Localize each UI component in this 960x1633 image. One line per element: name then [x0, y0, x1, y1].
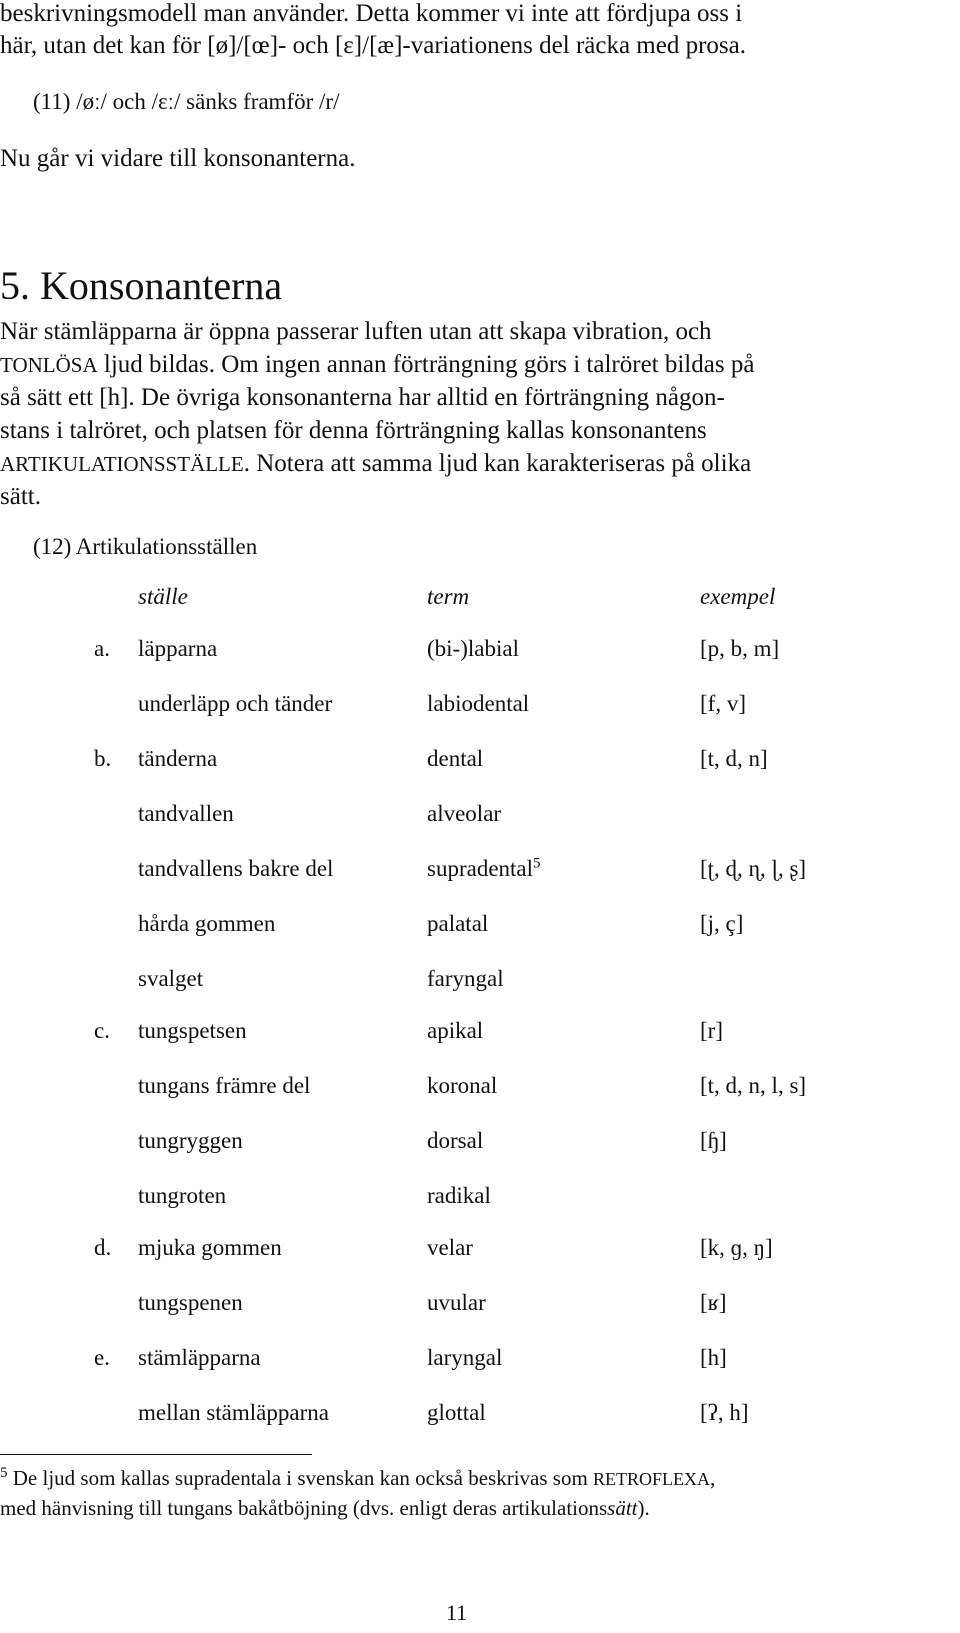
- row-example: [r]: [700, 1018, 723, 1043]
- row-letter: e.: [94, 1345, 110, 1370]
- row-example: [k, ɡ, ŋ]: [700, 1235, 773, 1260]
- row-term-text: dental: [427, 746, 484, 771]
- row-term: [427, 911, 488, 937]
- row-term-text: velar: [427, 1235, 473, 1260]
- row-example: [ʔ, h]: [700, 1400, 749, 1425]
- row-place: mjuka gommen: [138, 1235, 282, 1260]
- paragraph-line-2: [0, 351, 754, 379]
- row-place: läpparna: [138, 636, 218, 661]
- row-term: [427, 856, 541, 882]
- intro-line-1: beskrivningsmodell man använder. Detta kommer vi inte att fördjupa oss i: [0, 0, 743, 27]
- row-term: [427, 1400, 486, 1426]
- row-term-text: palatal: [427, 911, 489, 936]
- row-example: [j, ç]: [700, 911, 744, 936]
- row-place: hårda gommen: [138, 911, 276, 936]
- row-term-text: (bi-)labial: [427, 636, 519, 661]
- paragraph-line-6: sätt.: [0, 483, 41, 510]
- page-number: 11: [446, 1600, 468, 1625]
- row-term: [427, 1345, 502, 1371]
- header-place: ställe: [138, 584, 188, 609]
- row-term: [427, 1018, 483, 1044]
- row-term: [427, 746, 483, 772]
- row-example: [f, v]: [700, 691, 746, 716]
- row-example: [ʈ, ɖ, ɳ, ɭ, ʂ]: [700, 856, 807, 881]
- row-place: tungspetsen: [138, 1018, 247, 1043]
- row-place: stämläpparna: [138, 1345, 261, 1370]
- row-letter: b.: [94, 746, 112, 771]
- row-term-text: faryngal: [427, 966, 504, 991]
- row-term: [427, 691, 529, 717]
- row-term-text: radikal: [427, 1183, 491, 1208]
- paragraph-line-1: När stämläpparna är öppna passerar luften utan att skapa vibration, och: [0, 318, 712, 345]
- header-example: exempel: [700, 584, 776, 609]
- row-term: [427, 1183, 491, 1209]
- row-term-text: supradental: [427, 856, 534, 881]
- row-term: [427, 1290, 486, 1316]
- footnote-ref: 5: [533, 855, 541, 872]
- intro-line-2: här, utan det kan för [ø]/[œ]- och [ɛ]/[æ]-variationens del räcka med prosa.: [0, 32, 746, 59]
- transition-text: Nu går vi vidare till konsonanterna.: [0, 145, 356, 172]
- row-example: [h]: [700, 1345, 727, 1370]
- row-place: tandvallens bakre del: [138, 856, 334, 881]
- row-term: [427, 801, 501, 827]
- row-term: [427, 1128, 483, 1154]
- row-term-text: uvular: [427, 1290, 486, 1315]
- footnote-rule: [0, 1454, 312, 1455]
- row-letter: c.: [94, 1018, 110, 1043]
- section-heading: 5. Konsonanterna: [0, 263, 283, 308]
- row-term-text: apikal: [427, 1018, 484, 1043]
- row-place: svalget: [138, 966, 204, 991]
- row-example: [ʁ]: [700, 1290, 727, 1315]
- paragraph-line-3: så sätt ett [h]. De övriga konsonanterna har alltid en förträngning någon-: [0, 384, 725, 411]
- row-example: [p, b, m]: [700, 636, 780, 661]
- row-term-text: laryngal: [427, 1345, 503, 1370]
- row-place: mellan stämläpparna: [138, 1400, 329, 1425]
- row-letter: d.: [94, 1235, 112, 1260]
- paragraph-line-5-rest: . Notera att samma ljud kan karakteriseras på olika: [243, 450, 752, 477]
- example-12-title: (12) Artikulationsställen: [33, 534, 258, 559]
- row-term-text: dorsal: [427, 1128, 484, 1153]
- footnote-italic: sätt: [607, 1496, 638, 1520]
- footnote-text-2: med hänvisning till tungans bakåtböjning (dvs. enligt deras artikulations: [0, 1496, 608, 1520]
- term-retroflexa: RETROFLEXA: [593, 1469, 711, 1489]
- row-place: tänderna: [138, 746, 218, 771]
- row-term: [427, 636, 519, 662]
- row-place: tungans främre del: [138, 1073, 311, 1098]
- footnote-line-2: [0, 1496, 650, 1521]
- footnote-marker: 5: [0, 1465, 8, 1481]
- row-place: tungryggen: [138, 1128, 243, 1153]
- row-example: [t, d, n, l, s]: [700, 1073, 807, 1098]
- footnote-line-1-end: ,: [710, 1466, 716, 1490]
- example-11: (11) /øː/ och /ɛː/ sänks framför /r/: [33, 89, 340, 114]
- row-term: [427, 966, 504, 992]
- row-letter: a.: [94, 636, 110, 661]
- term-tonlosa: TONLÖSA: [0, 353, 98, 377]
- row-place: tungspenen: [138, 1290, 243, 1315]
- row-term-text: alveolar: [427, 801, 502, 826]
- header-term: term: [427, 584, 470, 609]
- row-term: [427, 1235, 473, 1261]
- term-artikulationsstalle: ARTIKULATIONSSTÄLLE: [0, 452, 244, 476]
- paragraph-line-5: [0, 450, 751, 478]
- row-term-text: labiodental: [427, 691, 530, 716]
- paragraph-line-2-rest: ljud bildas. Om ingen annan förträngning görs i talröret bildas på: [97, 351, 755, 378]
- row-term-text: koronal: [427, 1073, 498, 1098]
- row-place: tandvallen: [138, 801, 234, 826]
- row-place: tungroten: [138, 1183, 227, 1208]
- footnote-line-1: [0, 1466, 715, 1491]
- row-example: [ɧ]: [700, 1128, 727, 1153]
- paragraph-line-4: stans i talröret, och platsen för denna förträngning kallas konsonantens: [0, 417, 707, 444]
- row-example: [t, d, n]: [700, 746, 768, 771]
- row-term-text: glottal: [427, 1400, 486, 1425]
- row-place: underläpp och tänder: [138, 691, 333, 716]
- footnote-line-2-end: ).: [637, 1496, 650, 1520]
- footnote-text-1: De ljud som kallas supradentala i svenskan kan också beskrivas som: [12, 1466, 588, 1490]
- row-term: [427, 1073, 497, 1099]
